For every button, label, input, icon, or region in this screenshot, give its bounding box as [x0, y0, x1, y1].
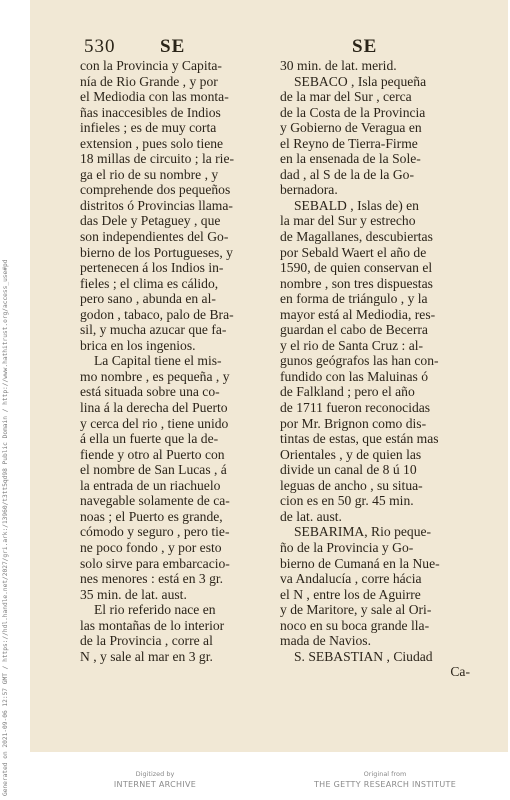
- text-line: pero sano , abunda en al-: [80, 291, 216, 307]
- text-line: brica en los ingenios.: [80, 337, 196, 353]
- text-line: con la Provincia y Capita-: [80, 58, 222, 73]
- text-line: el Reyno de Tierra-Firme: [280, 135, 418, 151]
- text-line: de lat. aust.: [280, 508, 342, 524]
- original-from-credit: [300, 770, 470, 789]
- text-line: tintas de estas, que están mas: [280, 431, 439, 447]
- text-line: fieles ; el clima es cálido,: [80, 275, 219, 291]
- text-line: nía de Rio Grande , y por: [80, 73, 218, 89]
- text-line: SEBACO , Isla pequeña: [294, 73, 427, 89]
- text-line: noas ; el Puerto es grande,: [80, 508, 223, 524]
- text-line: cion es en 50 gr. 45 min.: [280, 493, 414, 509]
- text-line: y de Maritore, y sale al Ori-: [280, 602, 432, 618]
- text-line: la mar del Sur y estrecho: [280, 213, 416, 229]
- generated-stamp: Generated on 2021-09-06 12:57 GMT / https://hdl.handle.net/2027/gri.ark:/13960/t3tt5qd98 Public Domain / http://www.hathitrust.org/access_use#pd: [2, 259, 9, 796]
- text-line: nes menores : está en 3 gr.: [80, 571, 224, 587]
- text-line: El rio referido nace en: [94, 602, 216, 618]
- text-line: guardan el cabo de Becerra: [280, 322, 428, 338]
- text-line: 1590, de quien conservan el: [280, 260, 433, 276]
- credit-caption: Digitized by: [135, 770, 175, 778]
- text-line: sil, y mucha azucar que fa-: [80, 322, 227, 338]
- text-line: das Dele y Petaguey , que: [80, 213, 221, 229]
- text-line: en la ensenada de la Sole-: [280, 151, 421, 167]
- text-line: bernadora.: [280, 182, 338, 198]
- text-line: leguas de ancho , su situa-: [280, 477, 423, 493]
- running-head-right: SE: [352, 36, 378, 57]
- text-line: ñas inaccesibles de Indios: [80, 104, 221, 120]
- text-line: bierno de los Portugueses, y: [80, 244, 233, 260]
- text-line: solo sirve para embarcacio-: [80, 555, 230, 571]
- text-line: pertenecen á los Indios in-: [80, 260, 224, 276]
- text-line: y cerca del rio , tiene unido: [80, 415, 229, 431]
- text-line: por Mr. Brignon como dis-: [280, 415, 427, 431]
- text-line: N , y sale al mar en 3 gr.: [80, 648, 213, 664]
- text-line: gunos geógrafos las han con-: [280, 353, 439, 369]
- text-line: infieles ; es de muy corta: [80, 120, 217, 136]
- text-line: 18 millas de circuito ; la rie-: [80, 151, 235, 167]
- text-line: de Falkland ; pero el año: [280, 384, 415, 400]
- text-line: lina á la derecha del Puerto: [80, 400, 228, 416]
- credit-name: THE GETTY RESEARCH INSTITUTE: [313, 780, 457, 789]
- text-line: de la Provincia , corre al: [80, 633, 213, 649]
- text-line: SEBARIMA, Rio peque-: [294, 524, 432, 540]
- text-line: ga el rio de su nombre , y: [80, 166, 219, 182]
- text-line: fundido con las Maluinas ó: [280, 368, 428, 384]
- text-line: va Andalucía , corre hácia: [280, 571, 422, 587]
- text-line: y el rio de Santa Cruz : al-: [280, 337, 424, 353]
- text-line: el N , entre los de Aguirre: [280, 586, 421, 602]
- text-line: de la Costa de la Provincia: [280, 104, 426, 120]
- credit-name: INTERNET ARCHIVE: [113, 780, 197, 789]
- text-line: Orientales , y de quien las: [280, 446, 422, 462]
- catchword: Ca-: [450, 664, 470, 680]
- text-line: mada de Navios.: [280, 633, 371, 649]
- text-line: de Magallanes, descubiertas: [280, 229, 433, 245]
- left-column: [80, 58, 270, 664]
- text-line: 30 min. de lat. merid.: [280, 58, 397, 73]
- text-line: son independientes del Go-: [80, 229, 229, 245]
- text-line: 35 min. de lat. aust.: [80, 586, 187, 602]
- text-line: cómodo y seguro , pero tie-: [80, 524, 230, 540]
- text-line: S. SEBASTIAN , Ciudad: [294, 648, 433, 664]
- page-number: 530: [84, 36, 116, 57]
- text-line: nombre , son tres dispuestas: [280, 275, 433, 291]
- text-line: está situada sobre una co-: [80, 384, 220, 400]
- text-line: bierno de Cumaná en la Nue-: [280, 555, 440, 571]
- text-line: en forma de triángulo , y la: [280, 291, 428, 307]
- text-line: mayor está al Mediodia, res-: [280, 306, 436, 322]
- text-line: dad , al S de la de la Go-: [280, 166, 415, 182]
- text-line: ne poco fondo , y por esto: [80, 539, 222, 555]
- text-line: divide un canal de 8 ú 10: [280, 462, 417, 478]
- text-line: noco en su boca grande lla-: [280, 617, 430, 633]
- text-line: á ella un fuerte que la de-: [80, 431, 219, 447]
- text-line: de 1711 fueron reconocidas: [280, 400, 431, 416]
- text-line: fiende y otro al Puerto con: [80, 446, 225, 462]
- text-line: extension , pues solo tiene: [80, 135, 224, 151]
- text-line: las montañas de lo interior: [80, 617, 225, 633]
- text-line: la entrada de un riachuelo: [80, 477, 221, 493]
- text-line: y Gobierno de Veragua en: [280, 120, 422, 136]
- text-line: godon , tabaco, palo de Bra-: [80, 306, 234, 322]
- text-line: de la mar del Sur , cerca: [280, 89, 412, 105]
- text-line: distritos ó Provincias llama-: [80, 197, 233, 213]
- text-line: el nombre de San Lucas , á: [80, 462, 227, 478]
- running-head-left: SE: [160, 36, 186, 57]
- credit-caption: Original from: [363, 770, 407, 778]
- text-line: por Sebald Waert el año de: [280, 244, 427, 260]
- text-line: ño de la Provincia y Go-: [280, 539, 414, 555]
- text-line: navegable solamente de ca-: [80, 493, 230, 509]
- text-line: La Capital tiene el mis-: [94, 353, 222, 369]
- text-line: SEBALD , Islas de) en: [294, 197, 419, 213]
- text-line: comprehende dos pequeños: [80, 182, 231, 198]
- digitized-by-credit: [90, 770, 220, 789]
- right-column: [280, 58, 470, 680]
- text-line: mo nombre , es pequeña , y: [80, 368, 230, 384]
- footer: [0, 770, 510, 800]
- text-line: el Mediodia con las monta-: [80, 89, 229, 105]
